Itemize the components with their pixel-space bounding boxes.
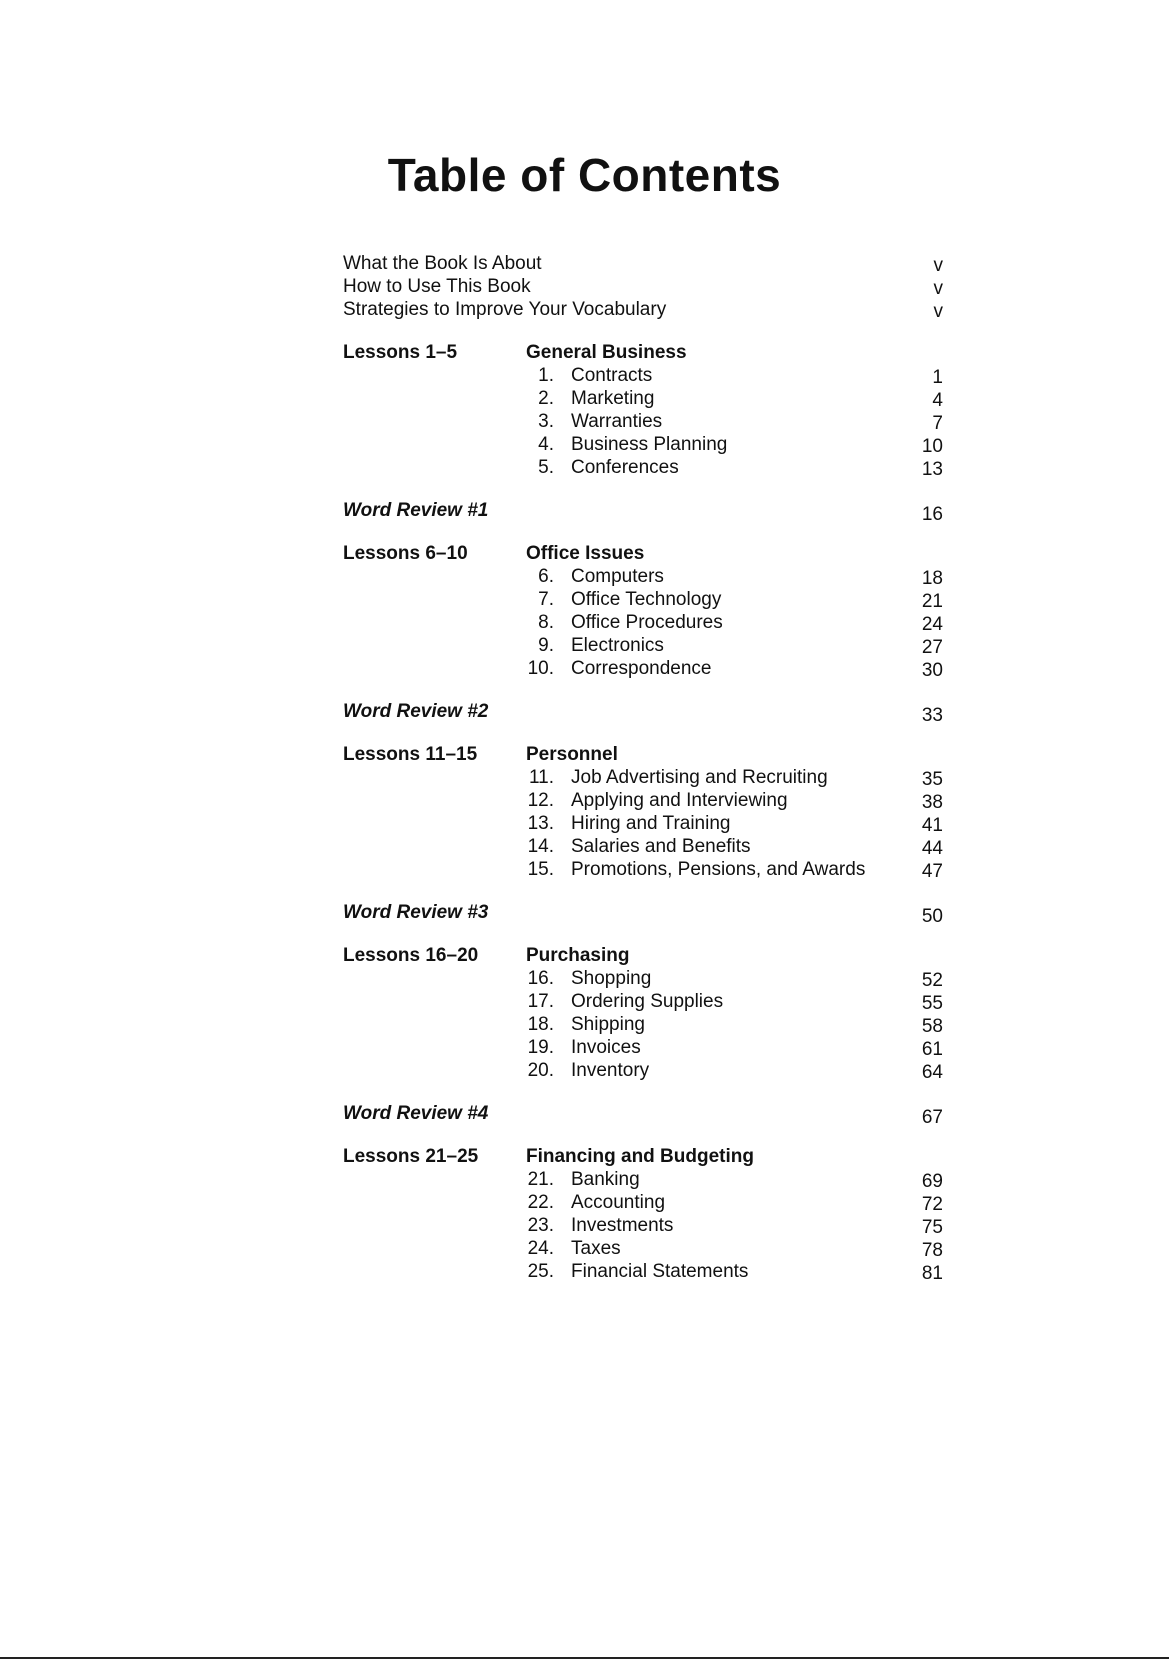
item-title: Marketing xyxy=(571,388,655,409)
item-number: 14. xyxy=(527,836,554,857)
item-title: Promotions, Pensions, and Awards xyxy=(571,859,866,880)
item-title: Banking xyxy=(571,1169,640,1190)
item-title: Ordering Supplies xyxy=(571,991,724,1012)
item-title: Shipping xyxy=(571,1014,645,1035)
toc-intro-label: How to Use This Book xyxy=(343,276,531,297)
item-title: Taxes xyxy=(571,1238,621,1259)
toc-item[interactable] xyxy=(343,1013,943,1036)
toc-page-number: 69 xyxy=(921,1171,943,1192)
page-bottom-edge xyxy=(0,1657,1169,1659)
toc-page-number: 52 xyxy=(921,970,943,991)
toc-page-number: 21 xyxy=(921,591,943,612)
toc-page-number: 7 xyxy=(932,413,943,434)
toc-page-number: 81 xyxy=(921,1263,943,1284)
word-review-label: Word Review #4 xyxy=(343,1103,489,1124)
toc-page-number: v xyxy=(933,255,943,276)
item-number: 2. xyxy=(538,388,554,409)
item-title: Accounting xyxy=(571,1192,666,1213)
word-review-item[interactable] xyxy=(343,700,943,726)
item-number: 9. xyxy=(538,635,554,656)
toc-page-number: 13 xyxy=(921,459,943,480)
toc-page-number: 64 xyxy=(921,1062,943,1083)
word-review-label: Word Review #1 xyxy=(343,500,489,521)
word-review-label: Word Review #3 xyxy=(343,902,489,923)
item-number: 11. xyxy=(528,767,554,788)
toc-section xyxy=(343,944,943,1082)
toc-item[interactable] xyxy=(343,410,943,433)
toc-item[interactable] xyxy=(343,766,943,789)
toc-item[interactable] xyxy=(343,990,943,1013)
item-number: 4. xyxy=(538,434,554,455)
toc-page-number: 30 xyxy=(921,660,943,681)
toc-item[interactable] xyxy=(343,1168,943,1191)
item-title: Computers xyxy=(571,566,664,587)
toc-item[interactable] xyxy=(343,858,943,881)
toc-intro-item[interactable] xyxy=(343,298,943,321)
word-review-label: Word Review #2 xyxy=(343,701,489,722)
item-number: 10. xyxy=(527,658,554,679)
toc-item[interactable] xyxy=(343,789,943,812)
toc-item[interactable] xyxy=(343,812,943,835)
section-title: Personnel xyxy=(526,744,618,765)
toc-page-number: 67 xyxy=(921,1107,943,1128)
lesson-range-label: Lessons 1–5 xyxy=(343,342,458,363)
toc-page-number: 4 xyxy=(932,390,943,411)
toc-page-number: 33 xyxy=(921,705,943,726)
toc-page-number: 75 xyxy=(921,1217,943,1238)
toc-page-number: 24 xyxy=(921,614,943,635)
toc-item[interactable] xyxy=(343,387,943,410)
toc-list xyxy=(343,252,943,1283)
toc-intro-label: What the Book Is About xyxy=(343,253,542,274)
item-number: 20. xyxy=(527,1060,554,1081)
item-title: Investments xyxy=(571,1215,674,1236)
item-number: 24. xyxy=(527,1238,554,1259)
item-title: Hiring and Training xyxy=(571,813,731,834)
toc-item[interactable] xyxy=(343,967,943,990)
lesson-range-label: Lessons 16–20 xyxy=(343,945,479,966)
toc-section xyxy=(343,743,943,881)
toc-page-number: v xyxy=(933,278,943,299)
page-title: Table of Contents xyxy=(387,149,782,201)
item-title: Inventory xyxy=(571,1060,650,1081)
toc-page-number: 35 xyxy=(921,769,943,790)
item-number: 23. xyxy=(527,1215,554,1236)
toc-intro-label: Strategies to Improve Your Vocabulary xyxy=(343,299,667,320)
item-number: 16. xyxy=(527,968,554,989)
item-number: 15. xyxy=(527,859,554,880)
item-number: 5. xyxy=(538,457,554,478)
item-title: Financial Statements xyxy=(571,1261,749,1282)
toc-section xyxy=(343,542,943,680)
toc-item[interactable] xyxy=(343,1059,943,1082)
word-review-item[interactable] xyxy=(343,901,943,927)
toc-page-number: 27 xyxy=(921,637,943,658)
toc-page-number: 47 xyxy=(921,861,943,882)
toc-item[interactable] xyxy=(343,1237,943,1260)
toc-item[interactable] xyxy=(343,588,943,611)
item-title: Job Advertising and Recruiting xyxy=(571,767,828,788)
item-title: Warranties xyxy=(571,411,663,432)
item-number: 17. xyxy=(527,991,554,1012)
item-number: 19. xyxy=(527,1037,554,1058)
section-title: Purchasing xyxy=(526,945,630,966)
toc-intro-item[interactable] xyxy=(343,252,943,275)
toc-page-number: 18 xyxy=(921,568,943,589)
toc-page-number: v xyxy=(933,301,943,322)
toc-item[interactable] xyxy=(343,611,943,634)
toc-page-number: 55 xyxy=(921,993,943,1014)
lesson-range-label: Lessons 6–10 xyxy=(343,543,468,564)
item-title: Electronics xyxy=(571,635,664,656)
item-number: 21. xyxy=(527,1169,554,1190)
item-title: Office Technology xyxy=(571,589,722,610)
toc-item[interactable] xyxy=(343,1214,943,1237)
toc-page-number: 1 xyxy=(932,367,943,388)
toc-item[interactable] xyxy=(343,456,943,479)
toc-page-number: 10 xyxy=(921,436,943,457)
toc-page-number: 38 xyxy=(921,792,943,813)
item-number: 12. xyxy=(527,790,554,811)
section-title: Financing and Budgeting xyxy=(526,1146,754,1167)
toc-page-number: 61 xyxy=(921,1039,943,1060)
lesson-range-label: Lessons 21–25 xyxy=(343,1146,479,1167)
toc-item[interactable] xyxy=(343,433,943,456)
item-number: 18. xyxy=(527,1014,554,1035)
item-number: 22. xyxy=(527,1192,554,1213)
item-title: Correspondence xyxy=(571,658,712,679)
toc-item[interactable] xyxy=(343,634,943,657)
item-title: Salaries and Benefits xyxy=(571,836,751,857)
item-title: Applying and Interviewing xyxy=(571,790,788,811)
item-number: 6. xyxy=(538,566,554,587)
item-title: Invoices xyxy=(571,1037,641,1058)
item-title: Office Procedures xyxy=(571,612,723,633)
toc-page-number: 78 xyxy=(921,1240,943,1261)
word-review-item[interactable] xyxy=(343,1102,943,1128)
toc-page-number: 72 xyxy=(921,1194,943,1215)
toc-item[interactable] xyxy=(343,1260,943,1283)
item-number: 8. xyxy=(538,612,554,633)
item-title: Contracts xyxy=(571,365,653,386)
toc-item[interactable] xyxy=(343,1036,943,1059)
lesson-range-label: Lessons 11–15 xyxy=(343,744,478,765)
toc-item[interactable] xyxy=(343,835,943,858)
toc-page-number: 44 xyxy=(921,838,943,859)
item-number: 25. xyxy=(527,1261,554,1282)
toc-item[interactable] xyxy=(343,1191,943,1214)
toc-item[interactable] xyxy=(343,657,943,680)
toc-page-number: 16 xyxy=(921,504,943,525)
toc-page-number: 50 xyxy=(921,906,943,927)
item-number: 1. xyxy=(538,365,554,386)
toc-section xyxy=(343,1145,943,1283)
toc-page-number: 41 xyxy=(921,815,943,836)
word-review-item[interactable] xyxy=(343,499,943,525)
item-title: Conferences xyxy=(571,457,679,478)
section-title: Office Issues xyxy=(526,543,645,564)
toc-intro-item[interactable] xyxy=(343,275,943,298)
toc-item[interactable] xyxy=(343,565,943,588)
item-number: 3. xyxy=(538,411,554,432)
item-title: Business Planning xyxy=(571,434,728,455)
toc-section xyxy=(343,341,943,479)
toc-item[interactable] xyxy=(343,364,943,387)
toc-page-number: 58 xyxy=(921,1016,943,1037)
section-title: General Business xyxy=(526,342,687,363)
item-title: Shopping xyxy=(571,968,652,989)
item-number: 7. xyxy=(538,589,554,610)
item-number: 13. xyxy=(527,813,554,834)
